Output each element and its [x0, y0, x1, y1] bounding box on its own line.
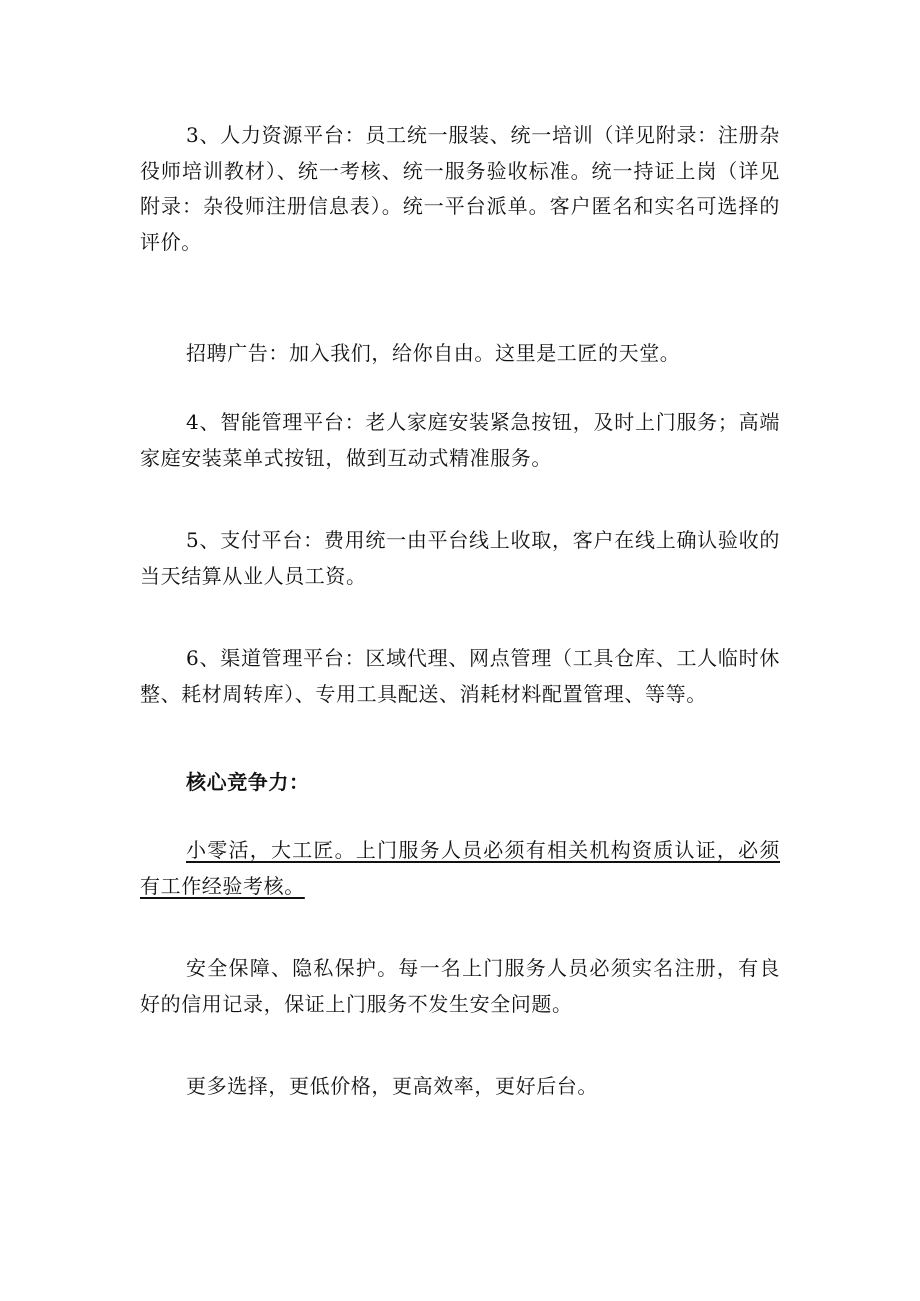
paragraph-channel-management-platform: 6、渠道管理平台：区域代理、网点管理（工具仓库、工人临时休整、耗材周转库）、专用工具配送、消耗材料配置管理、等等。: [140, 646, 780, 706]
paragraph-more-choices: 更多选择，更低价格，更高效率，更好后台。: [186, 1074, 598, 1098]
paragraph-safety-privacy: 安全保障、隐私保护。每一名上门服务人员必须实名注册，有良好的信用记录，保证上门服务不发生安全问题。: [140, 956, 780, 1016]
heading-core-competitiveness: 核心竞争力：: [186, 770, 310, 794]
underlined-text: 小零活，大工匠。上门服务人员必须有相关机构资质认证，必须有工作经验考核。: [140, 838, 780, 898]
paragraph-smart-management-platform: 4、智能管理平台：老人家庭安装紧急按钮，及时上门服务；高端家庭安装菜单式按钮，做到互动式精准服务。: [140, 410, 780, 470]
paragraph-payment-platform: 5、支付平台：费用统一由平台线上收取，客户在线上确认验收的当天结算从业人员工资。: [140, 528, 780, 588]
paragraph-hr-platform: 3、人力资源平台：员工统一服装、统一培训（详见附录：注册杂役师培训教材）、统一考核、统一服务验收标准。统一持证上岗（详见附录：杂役师注册信息表）。统一平台派单。客户匿名和实名可选择的评价。: [140, 123, 780, 254]
paragraph-small-jobs-great-craftsmen: [140, 833, 780, 904]
paragraph-recruitment-ad: 招聘广告：加入我们，给你自由。这里是工匠的天堂。: [186, 341, 681, 365]
